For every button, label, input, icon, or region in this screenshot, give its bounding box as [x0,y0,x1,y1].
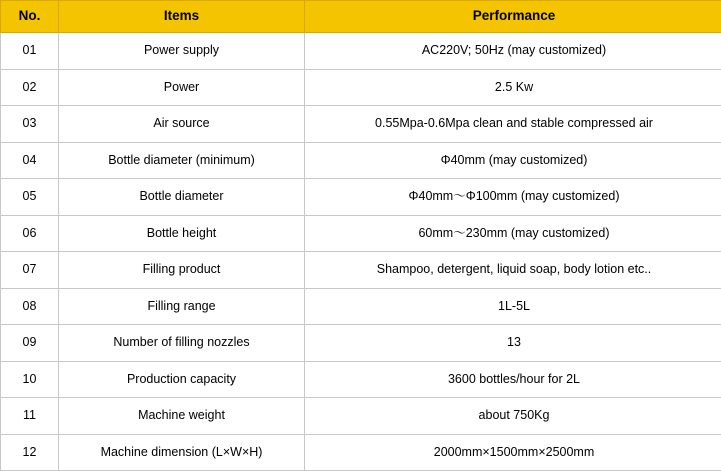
cell-item: Air source [59,106,305,143]
cell-item: Bottle diameter [59,179,305,216]
cell-performance: Φ40mm～Φ100mm (may customized) [305,179,721,216]
cell-item: Bottle height [59,215,305,252]
table-header-row [1,1,721,33]
cell-performance: 60mm～230mm (may customized) [305,215,721,252]
cell-item: Filling product [59,252,305,289]
cell-performance: 0.55Mpa-0.6Mpa clean and stable compressed air [305,106,721,143]
table-row [1,142,721,179]
cell-no: 08 [1,288,59,325]
cell-item: Number of filling nozzles [59,325,305,362]
cell-item: Bottle diameter (minimum) [59,142,305,179]
cell-performance: 2000mm×1500mm×2500mm [305,434,721,471]
column-header-no: No. [1,1,59,33]
cell-performance: 13 [305,325,721,362]
cell-performance: about 750Kg [305,398,721,435]
table-row [1,215,721,252]
column-header-items: Items [59,1,305,33]
table-row [1,434,721,471]
cell-no: 01 [1,33,59,70]
cell-item: Machine dimension (L×W×H) [59,434,305,471]
table-body [1,33,721,471]
cell-item: Production capacity [59,361,305,398]
cell-performance: Φ40mm (may customized) [305,142,721,179]
cell-no: 03 [1,106,59,143]
cell-item: Power supply [59,33,305,70]
table-header [1,1,721,33]
cell-performance: 2.5 Kw [305,69,721,106]
cell-performance: 1L-5L [305,288,721,325]
cell-no: 11 [1,398,59,435]
table-row [1,288,721,325]
column-header-performance: Performance [305,1,721,33]
table-row [1,252,721,289]
cell-item: Machine weight [59,398,305,435]
cell-no: 09 [1,325,59,362]
table-row [1,361,721,398]
cell-performance: 3600 bottles/hour for 2L [305,361,721,398]
table-row [1,33,721,70]
table-row [1,325,721,362]
cell-no: 06 [1,215,59,252]
table-row [1,69,721,106]
cell-no: 12 [1,434,59,471]
table-row [1,398,721,435]
cell-performance: Shampoo, detergent, liquid soap, body lotion etc.. [305,252,721,289]
table-row [1,179,721,216]
cell-no: 07 [1,252,59,289]
cell-no: 04 [1,142,59,179]
cell-no: 10 [1,361,59,398]
table-row [1,106,721,143]
cell-no: 05 [1,179,59,216]
cell-item: Power [59,69,305,106]
cell-item: Filling range [59,288,305,325]
cell-no: 02 [1,69,59,106]
cell-performance: AC220V; 50Hz (may customized) [305,33,721,70]
